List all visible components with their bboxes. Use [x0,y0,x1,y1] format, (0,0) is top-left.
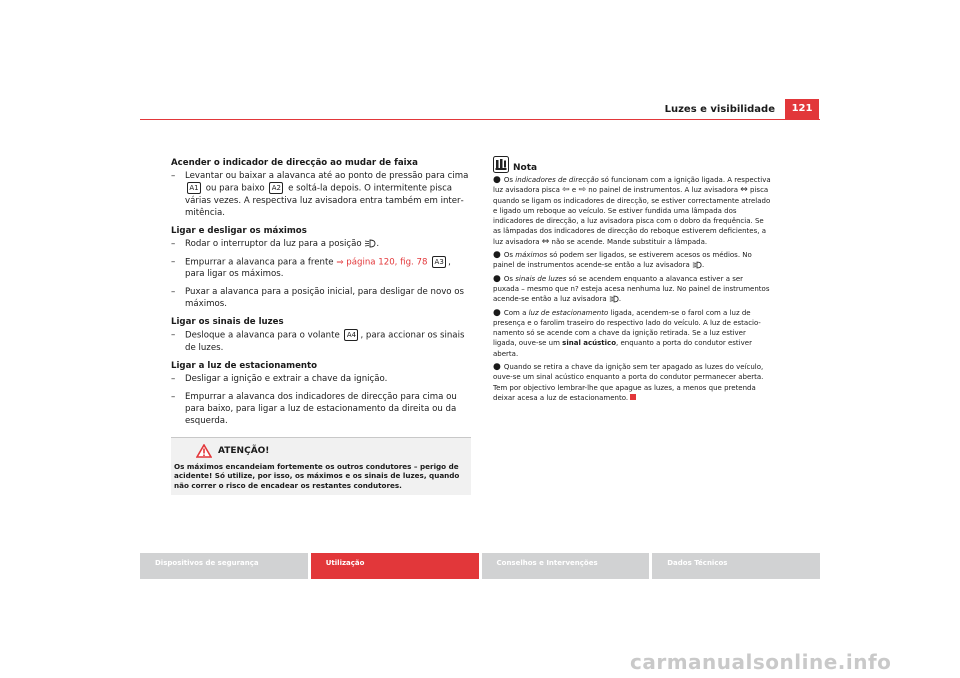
step-text: Puxar a alavanca para a posição inicial, para desligar de novo os máximos. [185,287,465,309]
section-heading-parking: Ligar a luz de estacionamento [171,360,318,371]
step-text: , para accionar os sinais de luzes. [185,330,465,353]
trailer-indicator-icon: ⇔ [541,236,550,247]
tab-dispositivos-seguranca[interactable]: Dispositivos de segurança [140,553,308,579]
step-text: , para ligar os máximos. [185,257,451,279]
step-text: ou para baixo [205,183,265,194]
step-dash: – [171,287,176,297]
note-bullet-key: ● Quando se retira a chave da ignição sem ter apagado as luzes do veículo, ouve-se um sinal acústico enquanto a porta do condutor permanecer aberta. Tem por objectivo lembrar-lhe que apague as luzes, a menos que pretenda deixar acesa a luz de estacionamento. [493,362,764,402]
page-header-title: Luzes e visibilidade [664,104,775,115]
step-text: Levantar ou baixar a alavanca até ao ponto de pressão para cima [185,171,469,181]
turn-left-icon: ⇦ [562,185,570,196]
section-heading-high-beam: Ligar e desligar os máximos [171,225,307,236]
headlight-icon [692,261,702,269]
end-of-section-marker [630,394,636,400]
step-text: Empurrar a alavanca para a frente [185,257,334,267]
note-bullet-parking: ● Com a luz de estacionamento ligada, acendem-se o farol com a luz de presença e o farolim traseiro do respectivo lado do veículo. A luz de estacionamento só se acende com a chave da ignição retirada. Se a luz estiver ligada, ouve-se um sinal acústico, enquanto a porta do condutor estiver aberta. [493,307,761,358]
headlight-icon [609,295,619,303]
note-bullet-indicators: ● Os indicadores de direcção só funcionam com a ignição ligada. A respectiva luz avisadora pisca ⇦ e ⇨ no painel de instrumentos. A luz avisadora ⇔ pisca quando se ligam os indicadores de direcção, se estiver correctamente atrelado e ligado um reboque ao veículo. Se estiver fundida uma lâmpada dos indicadores de direcção, a luz avisadora pisca com o dobro da frequência. Se as lâmpadas dos indicadores de direcção do reboque estiverem deficientes, a luz avisadora ⇔ não se acende. Mande substituir a lâmpada. [493,175,771,247]
tab-conselhos-intervencoes[interactable]: Conselhos e Intervenções [482,553,650,579]
step-text: Rodar o interruptor da luz para a posição [185,238,362,249]
left-column [171,157,471,495]
callout-a4-badge: A4 [344,329,358,341]
tab-dados-tecnicos[interactable]: Dados Técnicos [652,553,820,579]
step-light-switch: – Rodar o interruptor da luz para a posição . [171,238,380,249]
callout-a2-badge: A2 [269,182,283,194]
step-dash: – [171,391,176,402]
step-dash: – [171,171,176,181]
warning-header [196,444,468,458]
section-heading-flash: Ligar os sinais de luzes [171,317,284,327]
step-text: Empurrar a alavanca dos indicadores de direcção para cima ou para baixo, para ligar a luz de estacionamento da direita ou da esquerda. [185,391,457,426]
step-dash: – [171,330,176,340]
callout-a1-badge: A1 [187,182,201,194]
step-lane-change [171,170,471,219]
warning-title: ATENÇÃO! [218,445,270,456]
step-ignition-off [171,373,471,385]
step-text: Desligar a ignição e extrair a chave da ignição. [185,373,388,384]
headlight-icon [364,239,376,248]
trailer-indicator-icon: ⇔ [740,185,748,196]
note-bullet-high-beam: ● Os máximos só podem ser ligados, se estiverem acesos os médios. No painel de instrumentos acende-se então a luz avisadora . [493,250,752,270]
page-number: 121 [785,99,819,119]
header-rule [140,119,820,120]
step-dash: – [171,256,176,267]
warning-text: Os máximos encandeiam fortemente os outros condutores – perigo de acidente! Só utilize, por isso, os máximos e os sinais de luzes, quando não correr o risco de encadear os restantes condutores. [174,461,460,490]
note-icon [493,156,509,173]
step-parking-light [171,391,471,427]
callout-a3-badge: A3 [432,256,446,268]
note-title: Nota [513,162,538,173]
step-flash [171,329,471,354]
right-column [493,160,771,406]
note-bullet-flash: ● Os sinais de luzes só se acendem enquanto a alavanca estiver a ser puxada – mesmo que n? esteja acesa nenhuma luz. No painel de instrumentos acende-se então a luz avisadora . [493,273,770,304]
turn-right-icon: ⇨ [578,185,586,196]
step-dash: – [171,373,176,384]
tab-utilizacao[interactable]: Utilização [311,553,479,579]
step-pull-lever [171,286,471,310]
section-heading-lane-change: Acender o indicador de direcção ao mudar de faixa [171,158,418,168]
watermark: carmanualsonline.info [630,650,892,674]
footer-tabs [140,553,820,579]
warning-box [171,437,471,496]
page-reference-link[interactable]: ⇒ página 120, fig. 78 [336,257,428,267]
step-text: Desloque a alavanca para o volante [185,330,340,341]
note-header [493,156,771,173]
step-push-lever [171,256,471,281]
step-dash: – [171,238,176,249]
step-text: e soltá-la depois. O intermitente pisca várias vezes. A respectiva luz avisadora entra também em intermitência. [185,183,464,218]
warning-triangle-icon [196,444,212,458]
